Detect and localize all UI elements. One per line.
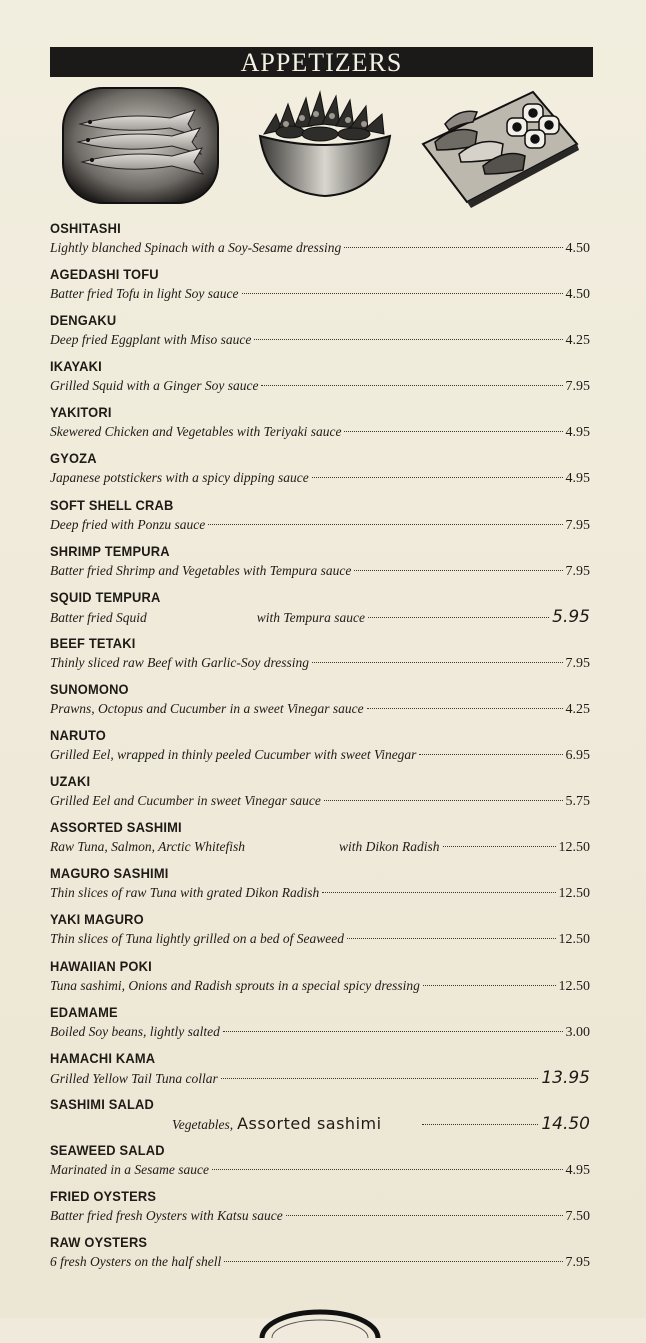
bottom-emblem-icon xyxy=(258,1298,382,1338)
item-name: YAKI MAGURO xyxy=(50,911,144,928)
item-price: 7.95 xyxy=(565,517,590,533)
leader-dots xyxy=(312,477,563,478)
item-description-handwritten: Assorted sashimi xyxy=(237,1113,382,1133)
item-name: HAMACHI KAMA xyxy=(50,1049,156,1066)
item-name: SOFT SHELL CRAB xyxy=(50,496,174,513)
item-price: 7.95 xyxy=(565,563,590,579)
item-description: Grilled Yellow Tail Tuna collar xyxy=(50,1070,218,1086)
item-price: 6.95 xyxy=(565,748,590,764)
leader-dots xyxy=(368,617,549,618)
sushi-tray-illustration xyxy=(415,84,585,209)
item-description-continued: with Dikon Radish xyxy=(339,839,440,855)
menu-item-hamachi-kama xyxy=(50,1049,590,1095)
item-price: 12.50 xyxy=(558,840,590,856)
item-price: 12.50 xyxy=(558,978,590,994)
item-price: 4.25 xyxy=(565,701,590,717)
menu-item-shrimp-tempura xyxy=(50,542,590,588)
menu-item-sunomono xyxy=(50,680,590,726)
menu-item-agedashi-tofu xyxy=(50,265,590,311)
item-price: 12.50 xyxy=(558,886,590,902)
leader-dots xyxy=(312,662,563,663)
menu-item-beef-tetaki xyxy=(50,634,590,680)
menu-item-fried-oysters xyxy=(50,1187,590,1233)
item-price: 4.50 xyxy=(565,287,590,303)
item-description: Marinated in a Sesame sauce xyxy=(50,1161,209,1177)
item-price: 14.50 xyxy=(541,1113,590,1134)
item-name: BEEF TETAKI xyxy=(50,634,136,651)
item-description: Grilled Eel, wrapped in thinly peeled Cucumber with sweet Vinegar xyxy=(50,747,417,763)
item-description: Vegetables, xyxy=(172,1116,234,1132)
item-description: Batter fried Tofu in light Soy sauce xyxy=(50,286,239,302)
section-title: APPETIZERS xyxy=(50,47,593,77)
leader-dots xyxy=(344,247,562,248)
leader-dots xyxy=(224,1261,562,1262)
item-description: Japanese potstickers with a spicy dipping sauce xyxy=(50,470,309,486)
leader-dots xyxy=(286,1215,563,1216)
item-price: 7.50 xyxy=(565,1208,590,1224)
item-description: Deep fried with Ponzu sauce xyxy=(50,516,206,532)
leader-dots xyxy=(212,1169,563,1170)
menu-item-squid-tempura xyxy=(50,588,590,634)
item-name: OSHITASHI xyxy=(50,220,121,236)
item-name: YAKITORI xyxy=(50,404,112,421)
menu-item-soft-shell-crab xyxy=(50,496,590,542)
item-price: 12.50 xyxy=(558,932,590,948)
item-description: Prawns, Octopus and Cucumber in a sweet Vinegar sauce xyxy=(50,700,364,716)
item-name: HAWAIIAN POKI xyxy=(50,957,152,974)
item-price: 4.95 xyxy=(565,1162,590,1178)
item-name: FRIED OYSTERS xyxy=(50,1187,157,1204)
item-name: SQUID TEMPURA xyxy=(50,588,161,605)
item-description: Batter fried Shrimp and Vegetables with Tempura sauce xyxy=(50,562,352,578)
item-description: Boiled Soy beans, lightly salted xyxy=(50,1023,220,1039)
item-name: ASSORTED SASHIMI xyxy=(50,819,182,836)
item-name: GYOZA xyxy=(50,450,97,467)
menu-item-edamame xyxy=(50,1003,590,1049)
item-description: Raw Tuna, Salmon, Arctic Whitefish xyxy=(50,839,245,855)
item-description: Grilled Squid with a Ginger Soy sauce xyxy=(50,378,259,394)
leader-dots xyxy=(423,985,556,986)
leader-dots xyxy=(242,293,563,294)
item-name: MAGURO SASHIMI xyxy=(50,865,169,882)
menu-item-raw-oysters xyxy=(50,1233,590,1279)
item-price: 3.00 xyxy=(565,1024,590,1040)
item-price: 13.95 xyxy=(541,1067,590,1088)
leader-dots xyxy=(223,1031,563,1032)
item-description: Lightly blanched Spinach with a Soy-Sesame dressing xyxy=(50,240,342,255)
item-name: UZAKI xyxy=(50,773,91,790)
menu-item-sashimi-salad xyxy=(50,1095,590,1141)
item-price: 7.95 xyxy=(565,655,590,671)
item-name: RAW OYSTERS xyxy=(50,1234,148,1251)
menu-item-seaweed-salad xyxy=(50,1141,590,1187)
leader-dots xyxy=(443,846,556,847)
item-name: SEAWEED SALAD xyxy=(50,1141,165,1158)
leader-dots xyxy=(221,1078,539,1079)
menu-item-gyoza xyxy=(50,449,590,495)
leader-dots xyxy=(367,708,563,709)
item-description: Batter fried Squid xyxy=(50,609,147,625)
item-description: Skewered Chicken and Vegetables with Teriyaki sauce xyxy=(50,424,342,440)
item-name: EDAMAME xyxy=(50,1003,118,1020)
menu-item-yaki-maguro xyxy=(50,910,590,956)
leader-dots xyxy=(344,431,562,432)
edamame-bowl-illustration xyxy=(250,84,400,209)
item-description: Tuna sashimi, Onions and Radish sprouts in a special spicy dressing xyxy=(50,977,420,993)
item-description-continued: with Tempura sauce xyxy=(256,609,366,625)
menu-item-maguro-sashimi xyxy=(50,864,590,910)
item-price: 5.75 xyxy=(565,794,590,810)
item-name: SASHIMI SALAD xyxy=(50,1095,155,1112)
item-price: 4.95 xyxy=(565,425,590,441)
leader-dots xyxy=(324,800,563,801)
item-description: Grilled Eel and Cucumber in sweet Vinegar sauce xyxy=(50,793,321,809)
menu-item-uzaki xyxy=(50,772,590,818)
item-price: 7.95 xyxy=(565,379,590,395)
item-name: AGEDASHI TOFU xyxy=(50,266,159,283)
item-price: 4.50 xyxy=(565,241,590,256)
item-description: Thinly sliced raw Beef with Garlic-Soy dressing xyxy=(50,654,309,670)
item-name: SUNOMONO xyxy=(50,680,129,697)
item-price: 4.25 xyxy=(565,333,590,349)
grilled-fish-illustration xyxy=(60,84,220,209)
item-description: 6 fresh Oysters on the half shell xyxy=(50,1254,222,1270)
leader-dots xyxy=(347,938,556,939)
menu-item-ikayaki xyxy=(50,357,590,403)
item-description: Deep fried Eggplant with Miso sauce xyxy=(50,332,252,348)
leader-dots xyxy=(419,754,562,755)
menu-item-naruto xyxy=(50,726,590,772)
leader-dots xyxy=(322,892,555,893)
item-price: 4.95 xyxy=(565,471,590,487)
item-name: NARUTO xyxy=(50,727,106,744)
leader-dots xyxy=(208,524,562,525)
menu-item-yakitori xyxy=(50,403,590,449)
item-name: DENGAKU xyxy=(50,312,117,329)
item-description: Batter fried fresh Oysters with Katsu sauce xyxy=(50,1207,283,1223)
item-description: Thin slices of Tuna lightly grilled on a bed of Seaweed xyxy=(50,931,344,947)
appetizer-list xyxy=(50,219,590,1279)
menu-item-assorted-sashimi xyxy=(50,818,590,864)
item-description: Thin slices of raw Tuna with grated Dikon Radish xyxy=(50,885,320,901)
item-name: SHRIMP TEMPURA xyxy=(50,542,170,559)
item-price: 7.95 xyxy=(565,1255,590,1271)
menu-item-dengaku xyxy=(50,311,590,357)
menu-item-hawaiian-poki xyxy=(50,957,590,1003)
leader-dots xyxy=(354,570,562,571)
leader-dots xyxy=(422,1124,539,1125)
leader-dots xyxy=(261,385,562,386)
item-name: IKAYAKI xyxy=(50,358,102,375)
menu-item-oshitashi xyxy=(50,219,590,265)
item-price: 5.95 xyxy=(552,606,590,627)
leader-dots xyxy=(254,339,562,340)
